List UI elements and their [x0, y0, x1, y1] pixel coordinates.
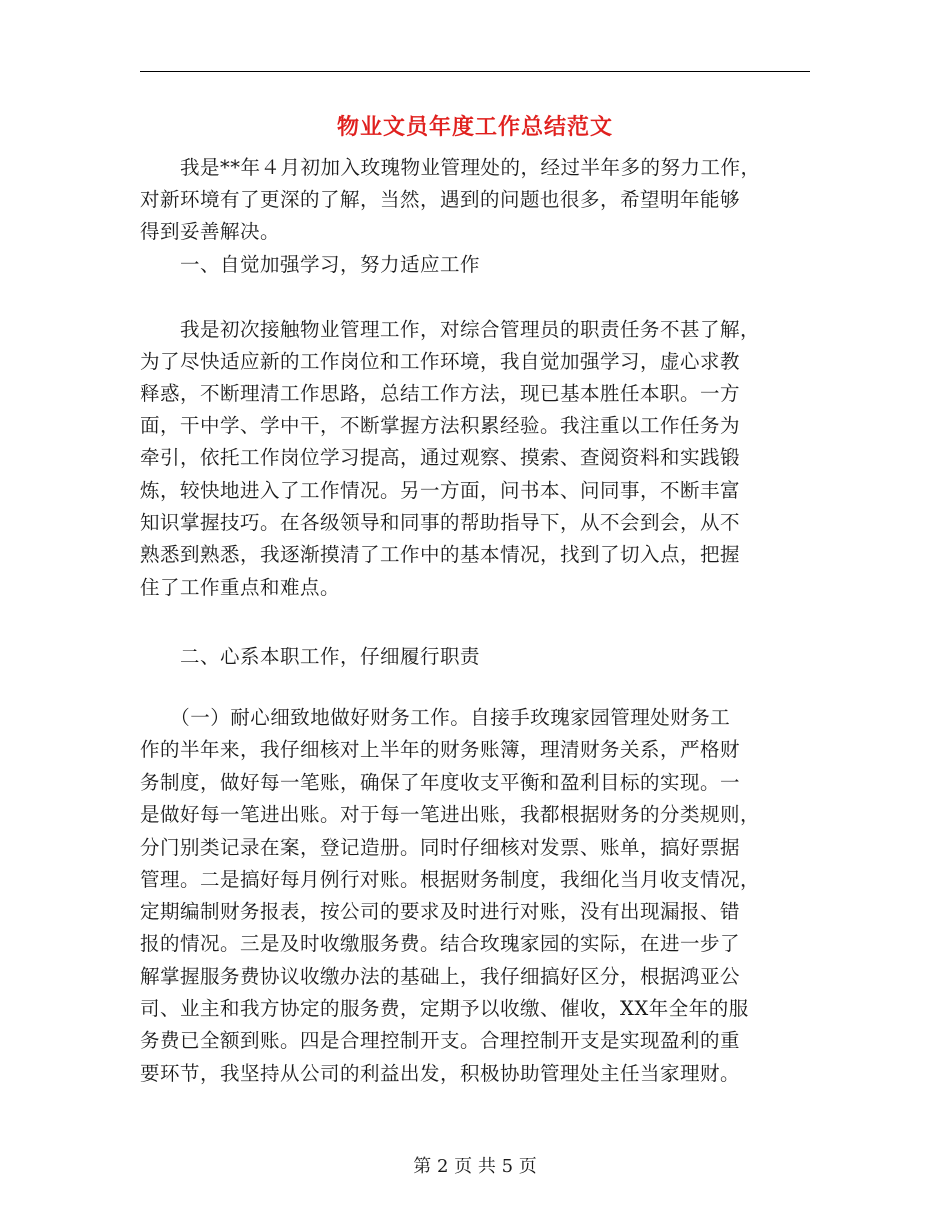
body-line: 我是**年４月初加入玫瑰物业管理处的，经过半年多的努力工作，	[140, 156, 761, 179]
body-line: 分门别类记录在案，登记造册。同时仔细核对发票、账单，搞好票据	[140, 836, 741, 859]
body-line: 为了尽快适应新的工作岗位和工作环境，我自觉加强学习，虚心求教	[140, 350, 741, 373]
body-line: 住了工作重点和难点。	[140, 576, 341, 599]
body-line: 报的情况。三是及时收缴服务费。结合玫瑰家园的实际，在进一步了	[140, 932, 741, 955]
body-line: 面，干中学、学中干，不断掌握方法积累经验。我注重以工作任务为	[140, 414, 741, 437]
body-line: （一）耐心细致地做好财务工作。自接手玫瑰家园管理处财务工	[140, 706, 731, 729]
body-line: 熟悉到熟悉，我逐渐摸清了工作中的基本情况，找到了切入点，把握	[140, 543, 741, 566]
body-line: 务制度，做好每一笔账，确保了年度收支平衡和盈利目标的实现。一	[140, 771, 741, 794]
body-line: 管理。二是搞好每月例行对账。根据财务制度，我细化当月收支情况，	[140, 868, 761, 891]
body-line: 定期编制财务报表，按公司的要求及时进行对账，没有出现漏报、错	[140, 900, 741, 923]
body-line: 解掌握服务费协议收缴办法的基础上，我仔细搞好区分，根据鸿亚公	[140, 965, 741, 988]
header-rule	[140, 71, 810, 72]
body-line: 释惑，不断理清工作思路，总结工作方法，现已基本胜任本职。一方	[140, 382, 741, 405]
body-line: 作的半年来，我仔细核对上半年的财务账簿，理清财务关系，严格财	[140, 738, 741, 761]
section-heading-1: 一、自觉加强学习，努力适应工作	[140, 253, 481, 276]
body-line: 牵引，依托工作岗位学习提高，通过观察、摸索、查阅资料和实践锻	[140, 446, 741, 469]
body-line: 是做好每一笔进出账。对于每一笔进出账，我都根据财务的分类规则，	[140, 803, 761, 826]
document-title: 物业文员年度工作总结范文	[336, 114, 613, 140]
page-number: 第 2 页 共 5 页	[413, 1156, 537, 1177]
body-line: 我是初次接触物业管理工作，对综合管理员的职责任务不甚了解，	[140, 318, 761, 341]
body-line: 得到妥善解决。	[140, 220, 281, 243]
body-line: 对新环境有了更深的了解，当然，遇到的问题也很多，希望明年能够	[140, 188, 741, 211]
body-line: 务费已全额到账。四是合理控制开支。合理控制开支是实现盈利的重	[140, 1029, 741, 1052]
body-line: 知识掌握技巧。在各级领导和同事的帮助指导下，从不会到会，从不	[140, 511, 741, 534]
body-line: 炼，较快地进入了工作情况。另一方面，问书本、问同事，不断丰富	[140, 479, 741, 502]
body-line: 司、业主和我方协定的服务费，定期予以收缴、催收，XX年全年的服	[140, 997, 749, 1020]
body-line: 要环节，我坚持从公司的利益出发，积极协助管理处主任当家理财。	[140, 1062, 741, 1085]
section-heading-2: 二、心系本职工作，仔细履行职责	[140, 645, 481, 668]
